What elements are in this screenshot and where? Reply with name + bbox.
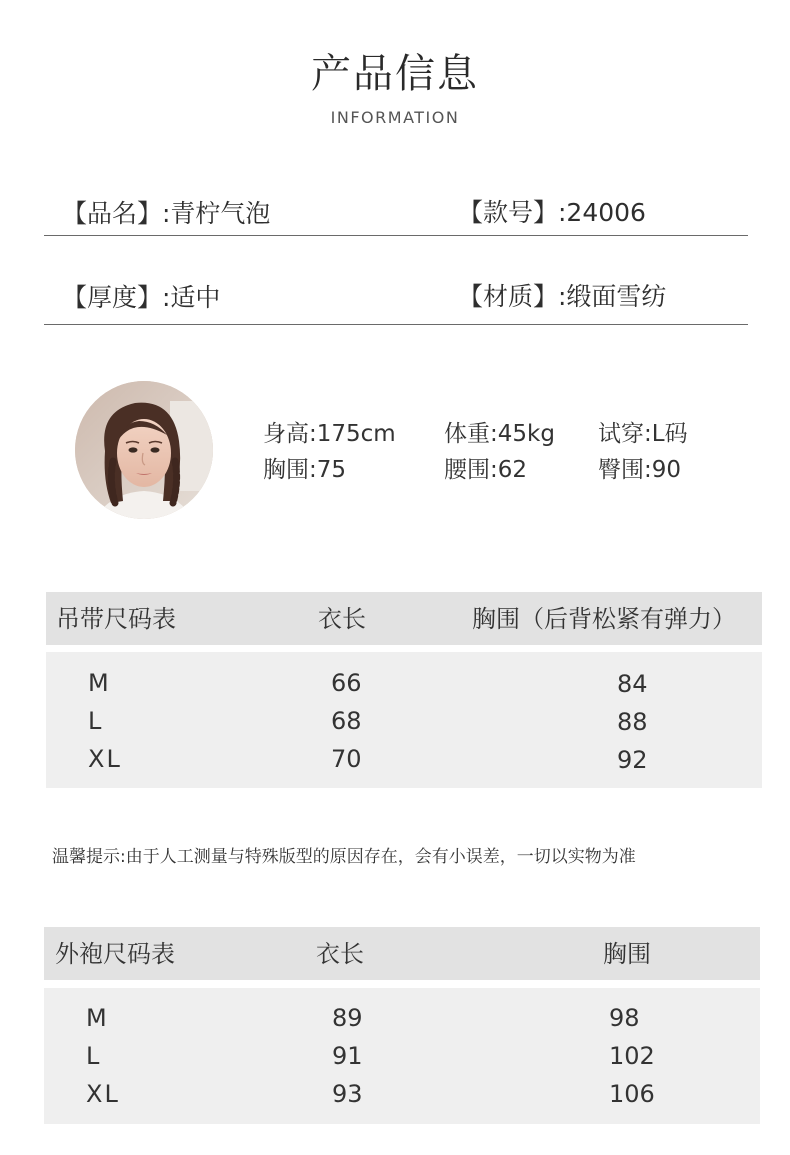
table-row-bust: 92 bbox=[617, 746, 648, 774]
page-title: 产品信息 bbox=[311, 51, 479, 97]
model-try-on-size: 试穿:L码 bbox=[598, 421, 688, 447]
camisole-table-title: 吊带尺码表 bbox=[56, 605, 176, 633]
model-avatar bbox=[75, 381, 213, 519]
table-row-bust: 88 bbox=[617, 708, 648, 736]
material: 【材质】:缎面雪纺 bbox=[458, 282, 667, 311]
table-row-size: M bbox=[88, 669, 109, 697]
style-number: 【款号】:24006 bbox=[458, 198, 646, 227]
divider bbox=[44, 235, 748, 236]
table-row-size: M bbox=[86, 1004, 107, 1032]
table-row-length: 70 bbox=[331, 745, 362, 773]
table-row-length: 68 bbox=[331, 707, 362, 735]
table-row-bust: 106 bbox=[609, 1080, 655, 1108]
table-row-size: XL bbox=[86, 1080, 120, 1108]
model-height: 身高:175cm bbox=[263, 421, 396, 447]
model-hip: 臀围:90 bbox=[598, 457, 682, 483]
table-row-bust: 98 bbox=[609, 1004, 640, 1032]
table-row-length: 89 bbox=[332, 1004, 363, 1032]
page-subtitle: INFORMATION bbox=[330, 108, 460, 127]
robe-col-length: 衣长 bbox=[316, 940, 364, 968]
thickness: 【厚度】:适中 bbox=[62, 283, 221, 312]
table-row-length: 91 bbox=[332, 1042, 363, 1070]
table-row-size: XL bbox=[88, 745, 122, 773]
robe-col-bust: 胸围 bbox=[603, 940, 651, 968]
table-row-size: L bbox=[88, 707, 102, 735]
robe-table-title: 外袍尺码表 bbox=[55, 940, 175, 968]
table-row-size: L bbox=[86, 1042, 100, 1070]
table-row-bust: 102 bbox=[609, 1042, 655, 1070]
camisole-table-body bbox=[46, 652, 762, 788]
measurement-note: 温馨提示:由于人工测量与特殊版型的原因存在，会有小误差，一切以实物为准 bbox=[52, 847, 636, 867]
table-row-length: 93 bbox=[332, 1080, 363, 1108]
table-row-bust: 84 bbox=[617, 670, 648, 698]
camisole-col-bust: 胸围（后背松紧有弹力） bbox=[472, 605, 736, 633]
camisole-col-length: 衣长 bbox=[318, 605, 366, 633]
model-waist: 腰围:62 bbox=[444, 457, 528, 483]
product-name: 【品名】:青柠气泡 bbox=[62, 199, 271, 228]
model-weight: 体重:45kg bbox=[444, 421, 555, 447]
divider bbox=[44, 324, 748, 325]
table-row-length: 66 bbox=[331, 669, 362, 697]
model-bust: 胸围:75 bbox=[263, 457, 347, 483]
